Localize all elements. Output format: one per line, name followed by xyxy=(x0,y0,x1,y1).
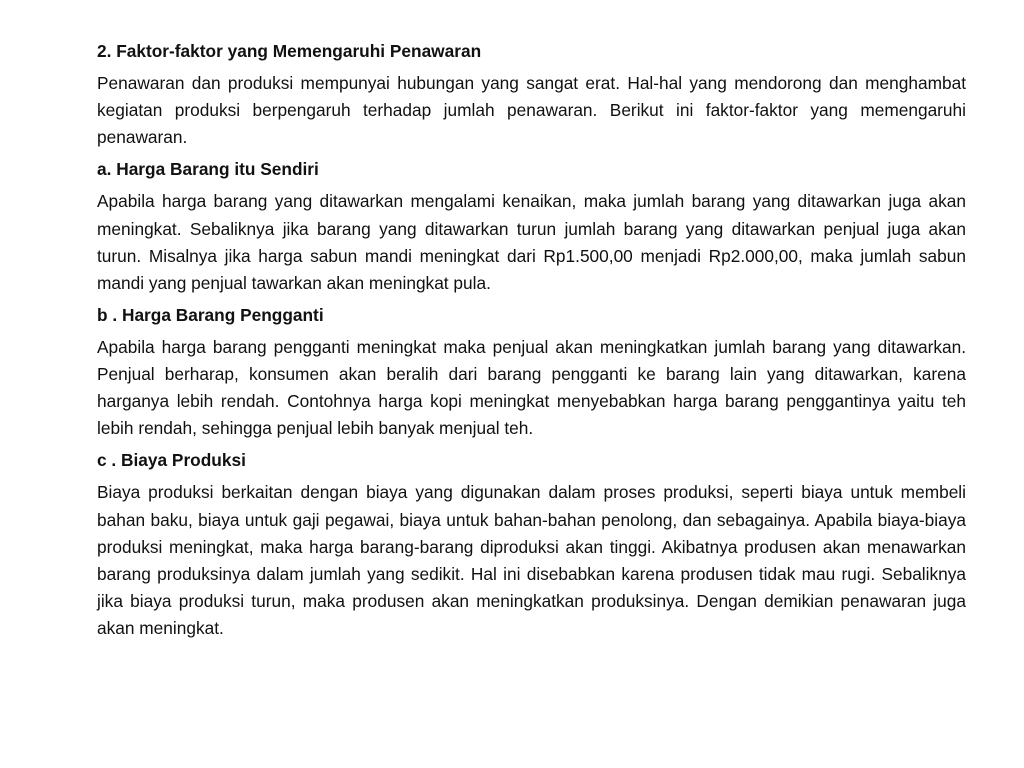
factor-a-title: a. Harga Barang itu Sendiri xyxy=(97,159,319,180)
factor-c-body: Biaya produksi berkaitan dengan biaya yang digunakan dalam proses produksi, seperti biaya untuk membeli bahan baku, biaya untuk gaji pegawai, biaya untuk bahan-bahan penolong, dan sebagainya. Apabila biaya-biaya produksi meningkat, maka harga barang-barang diproduksi akan tinggi. Akibatnya produsen akan menawarkan barang produksinya dalam jumlah yang sedikit. Hal ini disebabkan karena produsen tidak mau rugi. Sebaliknya jika biaya produksi turun, maka produsen akan meningkatkan produksinya. Dengan demikian penawaran juga akan meningkat. xyxy=(97,482,966,638)
slide-content xyxy=(97,38,966,647)
factor-a-body: Apabila harga barang yang ditawarkan mengalami kenaikan, maka jumlah barang yang ditawarkan juga akan meningkat. Sebaliknya jika barang yang ditawarkan turun jumlah barang yang ditawarkan penjual juga akan turun. Misalnya jika harga sabun mandi meningkat dari Rp1.500,00 menjadi Rp2.000,00, maka jumlah sabun mandi yang penjual tawarkan akan meningkat pula. xyxy=(97,191,966,293)
section-title: 2. Faktor-faktor yang Memengaruhi Penawaran xyxy=(97,41,482,61)
factor-c-title: c . Biaya Produksi xyxy=(97,450,246,471)
factor-b-title: b . Harga Barang Pengganti xyxy=(97,304,324,325)
section-intro: Penawaran dan produksi mempunyai hubungan yang sangat erat. Hal-hal yang mendorong dan menghambat kegiatan produksi berpengaruh terhadap jumlah penawaran. Berikut ini faktor-faktor yang memengaruhi penawaran. xyxy=(97,73,966,148)
factor-b-body: Apabila harga barang pengganti meningkat maka penjual akan meningkatkan jumlah barang yang ditawarkan. Penjual berharap, konsumen akan beralih dari barang pengganti ke barang lain yang ditawarkan, karena harganya lebih rendah. Contohnya harga kopi meningkat menyebabkan harga barang penggantinya yaitu teh lebih rendah, sehingga penjual lebih banyak menjual teh. xyxy=(97,336,966,439)
